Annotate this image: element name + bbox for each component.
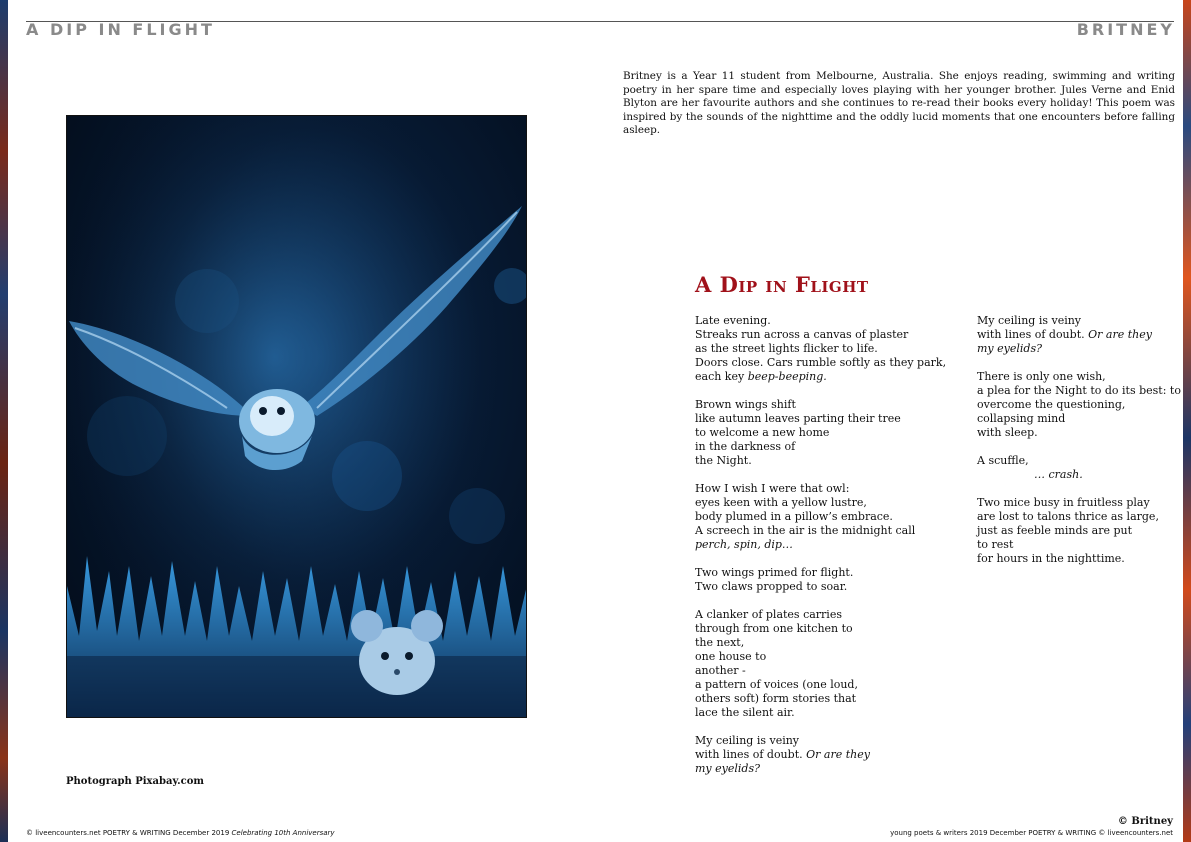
- poem-line: overcome the questioning,: [977, 398, 1126, 411]
- poem-line: to rest: [977, 538, 1014, 551]
- poem-line: … crash.: [1034, 468, 1083, 481]
- owl-photo-illustration: [67, 116, 527, 718]
- poem-line: with lines of doubt. Or are they: [695, 748, 870, 761]
- poem-stanza: [695, 398, 965, 468]
- poem-line: my eyelids?: [977, 342, 1042, 355]
- poem-line: There is only one wish,: [977, 370, 1106, 383]
- poem-line: as the street lights flicker to life.: [695, 342, 878, 355]
- decorative-left-edge: [0, 0, 8, 842]
- footer-left-text: © liveencounters.net POETRY & WRITING December 2019: [26, 829, 232, 837]
- poem-line: A clanker of plates carries: [695, 608, 842, 621]
- poem-line: Streaks run across a canvas of plaster: [695, 328, 909, 341]
- poem-line: a plea for the Night to do its best: to: [977, 384, 1181, 397]
- poem-column-2: [977, 314, 1181, 580]
- poem-line: lace the silent air.: [695, 706, 795, 719]
- decorative-right-edge: [1183, 0, 1191, 842]
- running-header-author: BRITNEY: [1076, 20, 1175, 39]
- poem-stanza: [695, 734, 965, 776]
- poem-line: How I wish I were that owl:: [695, 482, 850, 495]
- poem-title: A Dip in Flight: [695, 272, 869, 297]
- poem-line: others soft) form stories that: [695, 692, 857, 705]
- poem-stanza: [977, 370, 1181, 440]
- poem-line: Brown wings shift: [695, 398, 796, 411]
- poem-line: through from one kitchen to: [695, 622, 853, 635]
- poem-line: for hours in the nighttime.: [977, 552, 1125, 565]
- poem-line: A scuffle,: [977, 454, 1029, 467]
- poem-line: Two mice busy in fruitless play: [977, 496, 1150, 509]
- poem-line: to welcome a new home: [695, 426, 830, 439]
- author-bio: Britney is a Year 11 student from Melbourne, Australia. She enjoys reading, swimming and writing poetry in her spare time and especially loves playing with her younger brother. Jules Verne and Enid Blyton are her favourite authors and she continues to re-read their books every holiday! This poem was inspired by the sounds of the nighttime and the oddly lucid moments that one encounters before falling asleep.: [623, 70, 1175, 137]
- poem-line: My ceiling is veiny: [977, 314, 1082, 327]
- owl-mouse-photo: [66, 115, 527, 718]
- footer-left: [26, 829, 335, 837]
- author-signature: © Britney: [1117, 816, 1173, 827]
- poem-line: with sleep.: [977, 426, 1038, 439]
- poem-stanza: [695, 608, 965, 720]
- footer-right: young poets & writers 2019 December POETRY & WRITING © liveencounters.net: [890, 829, 1173, 837]
- poem-line: My ceiling is veiny: [695, 734, 800, 747]
- poem-stanza: [695, 314, 965, 384]
- footer-left-anniversary: Celebrating 10th Anniversary: [231, 829, 335, 837]
- poem-line: like autumn leaves parting their tree: [695, 412, 901, 425]
- poem-line: just as feeble minds are put: [977, 524, 1132, 537]
- poem-stanza: [695, 566, 965, 594]
- poem-line: Late evening.: [695, 314, 771, 327]
- poem-line: the Night.: [695, 454, 752, 467]
- poem-line: with lines of doubt. Or are they: [977, 328, 1152, 341]
- poem-line: my eyelids?: [695, 762, 760, 775]
- poem-stanza: [695, 482, 965, 552]
- magazine-spread: [8, 0, 1183, 842]
- poem-line: each key beep-beeping.: [695, 370, 827, 383]
- poem-line: in the darkness of: [695, 440, 796, 453]
- poem-line: eyes keen with a yellow lustre,: [695, 496, 867, 509]
- photo-credit: Photograph Pixabay.com: [66, 776, 204, 787]
- poem-column-1: [695, 314, 965, 790]
- poem-line: Two wings primed for flight.: [695, 566, 854, 579]
- poem-line: another -: [695, 664, 746, 677]
- poem-line: Doors close. Cars rumble softly as they park,: [695, 356, 947, 369]
- poem-line: body plumed in a pillow’s embrace.: [695, 510, 893, 523]
- poem-stanza: [977, 314, 1177, 356]
- poem-line: A screech in the air is the midnight call: [695, 524, 916, 537]
- poem-line: the next,: [695, 636, 745, 649]
- poem-line: perch, spin, dip…: [695, 538, 793, 551]
- poem-line: one house to: [695, 650, 767, 663]
- running-header-title: A DIP IN FLIGHT: [26, 20, 215, 39]
- poem-line: are lost to talons thrice as large,: [977, 510, 1159, 523]
- poem-line: Two claws propped to soar.: [695, 580, 848, 593]
- poem-stanza: [977, 454, 1177, 482]
- poem-line: a pattern of voices (one loud,: [695, 678, 858, 691]
- poem-line: collapsing mind: [977, 412, 1066, 425]
- poem-stanza: [977, 496, 1177, 566]
